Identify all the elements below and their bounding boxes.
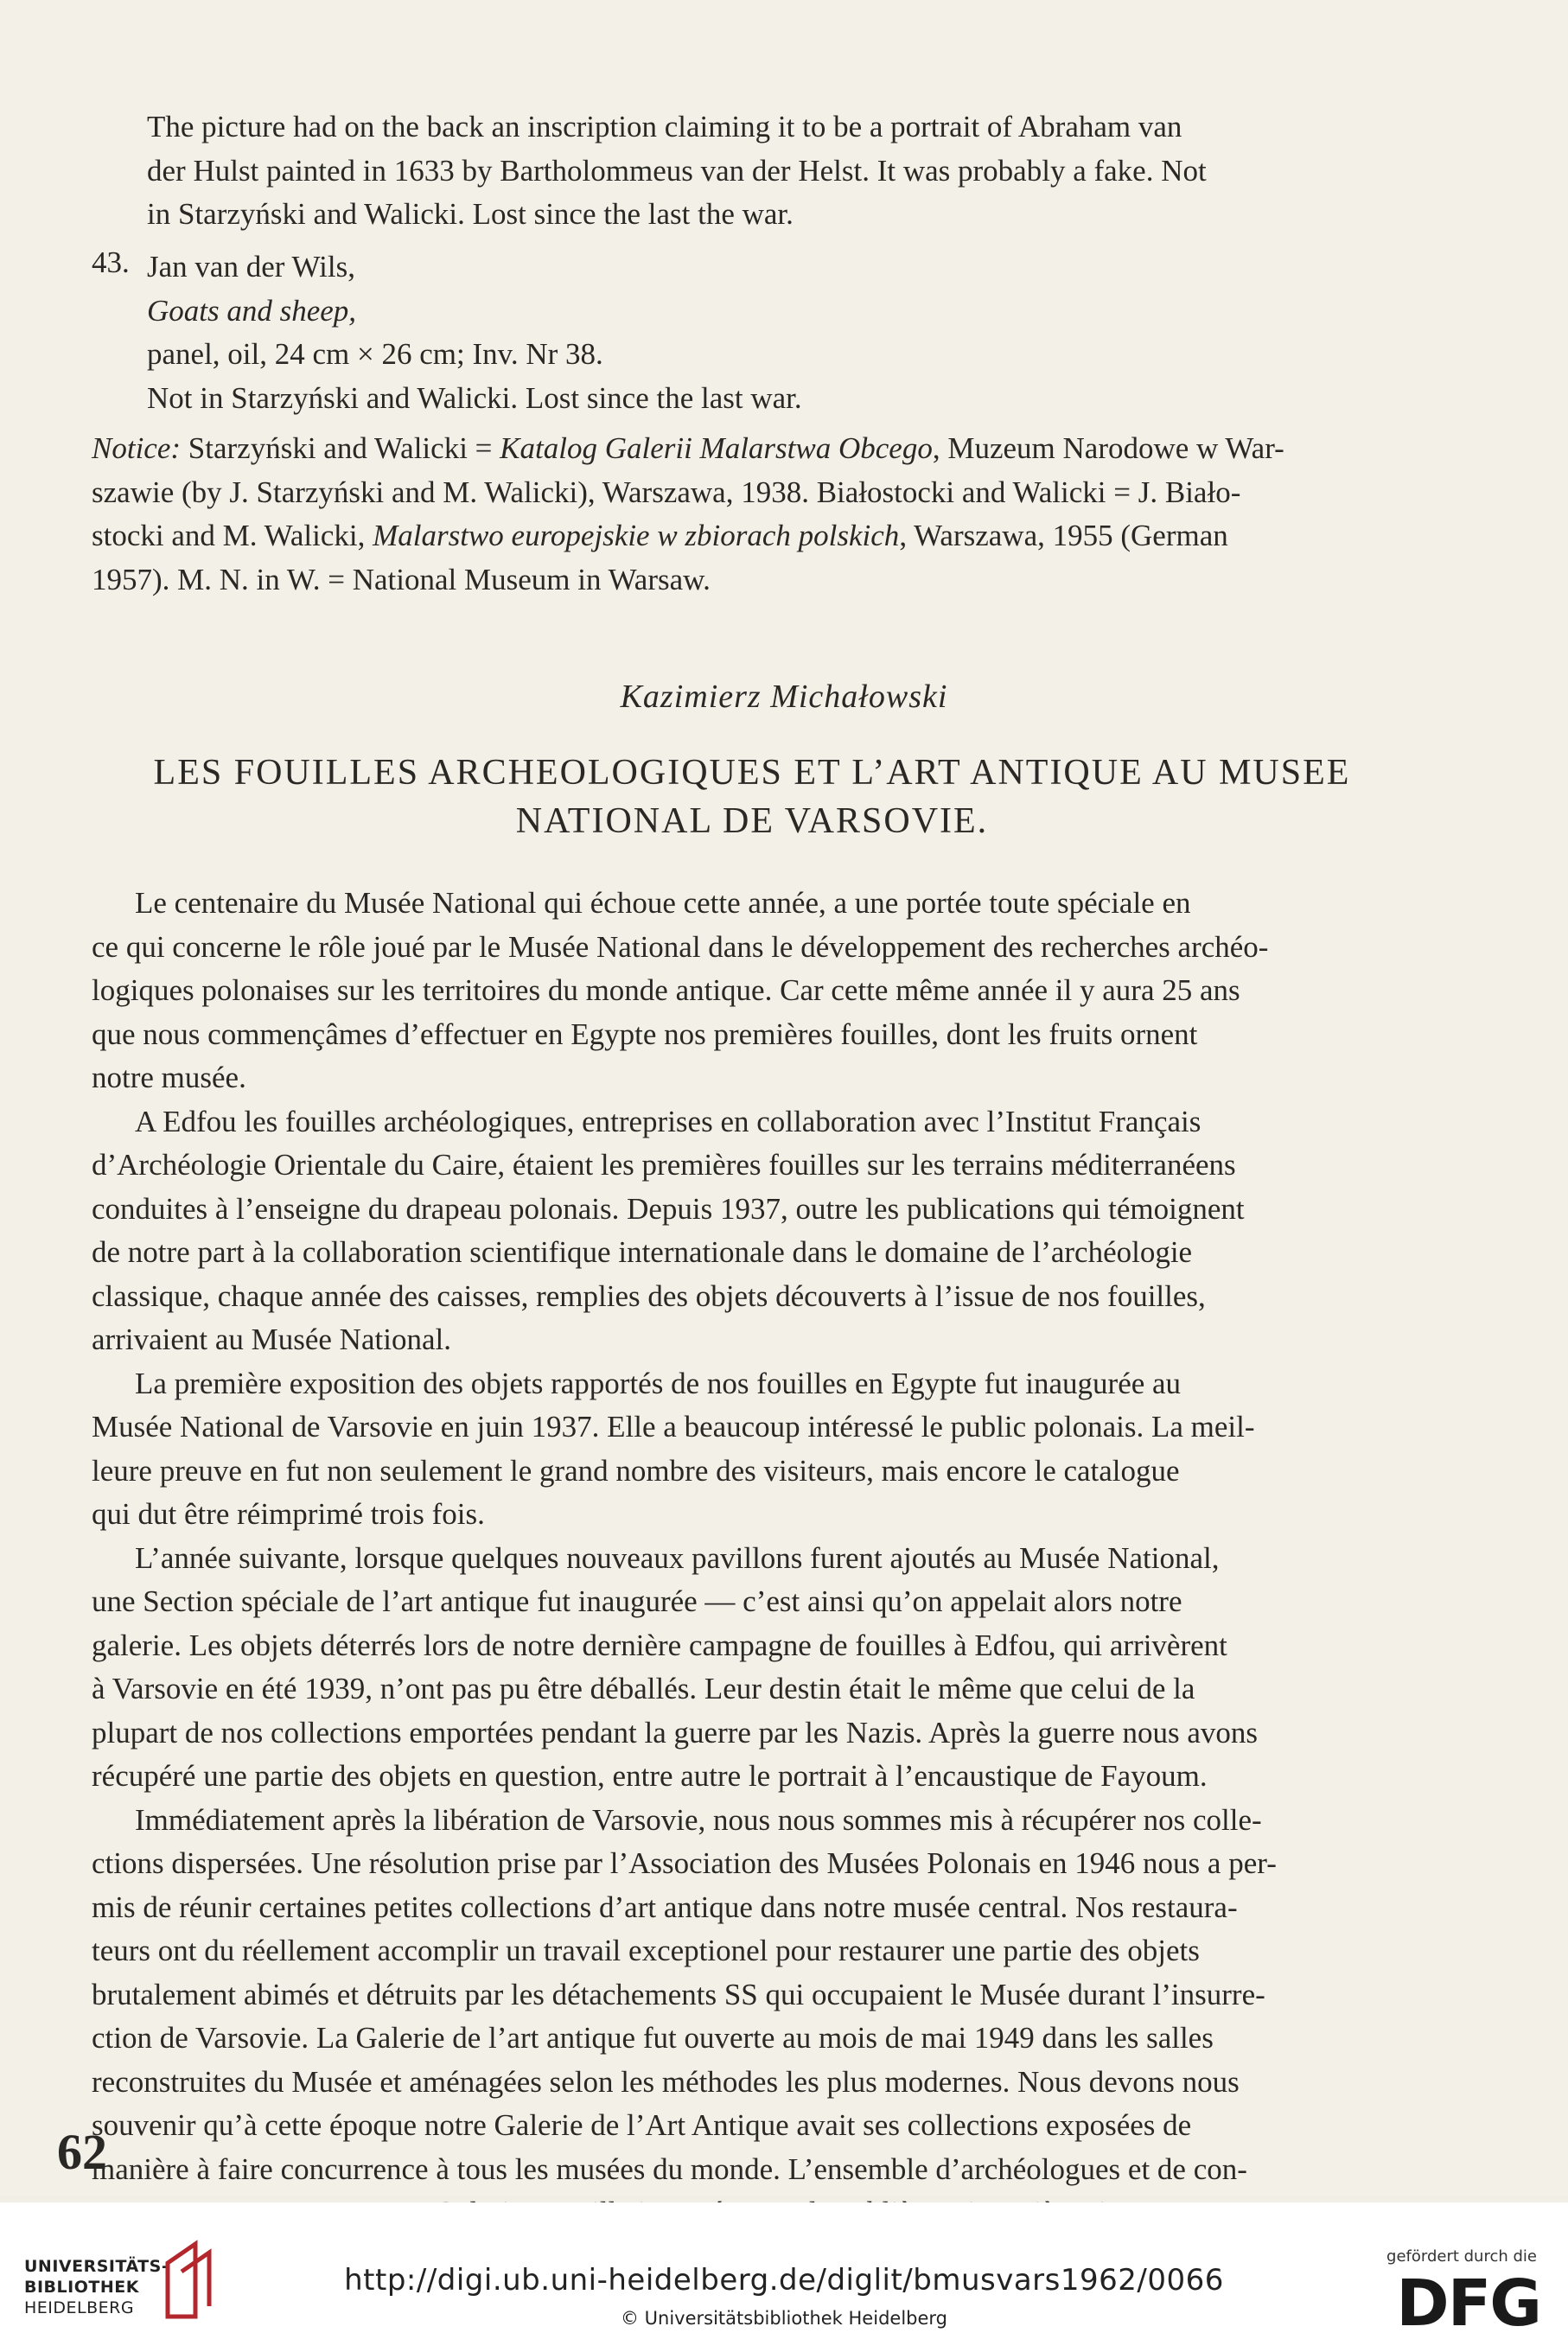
library-name-line: UNIVERSITÄTS- <box>24 2257 169 2276</box>
text-line: d’Archéologie Orientale du Caire, étaient les premières fouilles sur les terrains méditerranéens <box>92 1148 1236 1182</box>
article-title <box>69 749 1435 845</box>
text-line: ce qui concerne le rôle joué par le Musée National dans le développement des recherches archéo- <box>92 929 1269 964</box>
text-line: Le centenaire du Musée National qui échoue cette année, a une portée toute spéciale en <box>135 886 1191 920</box>
entry-title: Goats and sheep, <box>147 293 357 328</box>
notice-paragraph <box>92 427 1418 602</box>
article-body <box>92 882 1418 2235</box>
text-line: brutalement abimés et détruits par les détachements SS qui occupaient le Musée durant l’insurre- <box>92 1977 1265 2011</box>
dfg-logo: DFG <box>1396 2266 1540 2341</box>
text-line: conduites à l’enseigne du drapeau polonais. Depuis 1937, outre les publications qui témoignent <box>92 1191 1245 1226</box>
text-run: Starzyński and Walicki = <box>181 431 500 465</box>
text-line: der Hulst painted in 1633 by Bartholommeus van der Helst. It was probably a fake. Not <box>147 153 1207 188</box>
article-paragraph <box>92 1100 1418 1362</box>
library-name-line: BIBLIOTHEK <box>24 2278 139 2297</box>
title-line: LES FOUILLES ARCHEOLOGIQUES ET L’ART ANTIQUE AU MUSEE <box>153 753 1351 793</box>
text-line: leure preuve en fut non seulement le grand nombre des visiteurs, mais encore le catalogue <box>92 1453 1180 1488</box>
book-title: Katalog Galerii Malarstwa Obcego <box>500 431 933 465</box>
entry-note: Not in Starzyński and Walicki. Lost since the last war. <box>147 380 802 415</box>
page-number: 62 <box>57 2124 107 2180</box>
text-line: que nous commençâmes d’effectuer en Egypte nos premières fouilles, dont les fruits ornent <box>92 1017 1198 1051</box>
text-line: Immédiatement après la libération de Varsovie, nous nous sommes mis à récupérer nos colle- <box>135 1802 1262 1837</box>
text-line: souvenir qu’à cette époque notre Galerie de l’Art Antique avait ses collections exposées de <box>92 2108 1192 2142</box>
entry-number: 43. <box>92 245 130 279</box>
title-line: NATIONAL DE VARSOVIE. <box>515 801 989 841</box>
text-line: classique, chaque année des caisses, remplies des objets découverts à l’issue de nos fouilles, <box>92 1278 1206 1313</box>
text-line: arrivaient au Musée National. <box>92 1323 451 1356</box>
catalogue-entry-tail <box>147 105 1418 237</box>
text-line: A Edfou les fouilles archéologiques, entreprises en collaboration avec l’Institut Français <box>135 1104 1201 1138</box>
article-paragraph <box>92 1799 1418 2235</box>
notice-label: Notice: <box>92 431 182 465</box>
funder-note: gefördert durch die <box>1386 2247 1537 2266</box>
text-line: manière à faire concurrence à tous les musées du monde. L’ensemble d’archéologues et de con- <box>92 2151 1247 2186</box>
library-name-line: HEIDELBERG <box>24 2298 135 2317</box>
text-line: in Starzyński and Walicki. Lost since the last the war. <box>147 197 794 231</box>
text-line: qui dut être réimprimé trois fois. <box>92 1497 485 1531</box>
text-line: de notre part à la collaboration scientifique internationale dans le domaine de l’archéologie <box>92 1235 1193 1269</box>
text-line: notre musée. <box>92 1061 246 1094</box>
text-line: à Varsovie en été 1939, n’ont pas pu être déballés. Leur destin était le même que celui de la <box>92 1672 1195 1705</box>
permalink-url[interactable]: http://digi.ub.uni-heidelberg.de/diglit/bmusvars1962/0066 <box>344 2263 1224 2298</box>
text-line: logiques polonaises sur les territoires du monde antique. Car cette même année il y aura 25 ans <box>92 973 1240 1007</box>
text-line <box>92 427 1418 471</box>
text-line: La première exposition des objets rapportés de nos fouilles en Egypte fut inaugurée au <box>135 1366 1182 1400</box>
text-line: récupéré une partie des objets en question, entre autre le portrait à l’encaustique de Fayoum. <box>92 1759 1208 1793</box>
article-paragraph <box>92 1537 1418 1799</box>
entry-medium: panel, oil, 24 cm × 26 cm; Inv. Nr 38. <box>147 337 603 371</box>
article-author: Kazimierz Michałowski <box>620 679 948 715</box>
text-line: ction de Varsovie. La Galerie de l’art antique fut ouverte au mois de mai 1949 dans les salles <box>92 2021 1214 2055</box>
text-line: galerie. Les objets déterrés lors de notre dernière campagne de fouilles à Edfou, qui arrivèrent <box>92 1628 1227 1662</box>
text-line: reconstruites du Musée et aménagées selon les méthodes les plus modernes. Nous devons nous <box>92 2064 1240 2099</box>
entry-artist: Jan van der Wils, <box>147 250 355 284</box>
text-line: The picture had on the back an inscription claiming it to be a portrait of Abraham van <box>147 110 1182 143</box>
text-line: 1957). M. N. in W. = National Museum in Warsaw. <box>92 562 711 596</box>
copyright-notice: © Universitätsbibliothek Heidelberg <box>620 2308 947 2329</box>
article-paragraph <box>92 882 1418 1100</box>
catalogue-entry-43 <box>147 245 1357 420</box>
book-title: Malarstwo europejskie w zbiorach polskich <box>373 519 900 552</box>
text-line: plupart de nos collections emportées pendant la guerre par les Nazis. Après la guerre nous avons <box>92 1715 1259 1750</box>
digitization-footer <box>0 2202 1568 2352</box>
article-paragraph <box>92 1362 1418 1537</box>
text-line: une Section spéciale de l’art antique fut inaugurée — c’est ainsi qu’on appelait alors notre <box>92 1584 1182 1618</box>
text-line <box>92 514 1418 558</box>
text-line: L’année suivante, lorsque quelques nouveaux pavillons furent ajoutés au Musée National, <box>135 1540 1220 1575</box>
text-run: stocki and M. Walicki, <box>92 519 373 552</box>
text-line: szawie (by J. Starzyński and M. Walicki), Warszawa, 1938. Białostocki and Walicki = J. Biało- <box>92 475 1241 509</box>
text-line: mis de réunir certaines petites collections d’art antique dans notre musée central. Nos restaura- <box>92 1890 1238 1924</box>
text-run: , Warszawa, 1955 (German <box>899 519 1228 552</box>
text-line: Musée National de Varsovie en juin 1937. Elle a beaucoup intéressé le public polonais. La meil- <box>92 1410 1255 1444</box>
text-line: ctions dispersées. Une résolution prise par l’Association des Musées Polonais en 1946 nous a per- <box>92 1846 1277 1880</box>
text-run: , Muzeum Narodowe w War- <box>932 431 1284 465</box>
text-line: teurs ont du réellement accomplir un travail exceptionel pour restaurer une partie des objets <box>92 1934 1200 1967</box>
